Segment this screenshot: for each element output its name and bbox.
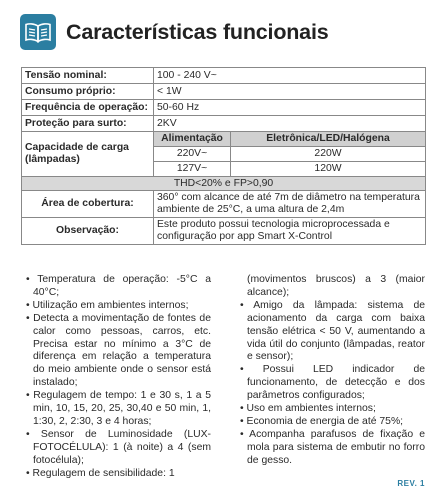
list-item: • Economia de energia de até 75%; [240, 415, 404, 427]
spec-value: 100 - 240 V~ [154, 68, 426, 84]
list-item: • Amigo da lâmpada: sistema de acionamento da carga com baixa tensão elétrica < 50 V, aumentando a vida útil do conjunto (lâmpadas, reator e sensor); [240, 299, 425, 363]
features-left-column [21, 274, 211, 481]
list-item: • Uso em ambientes internos; [240, 403, 376, 415]
list-item: • Acompanha parafusos de fixação e mola para sistema de embutir no forro de gesso. [240, 428, 425, 466]
list-item: • Utilização em ambientes internos; [26, 299, 189, 311]
thd-row [22, 177, 426, 191]
spec-label: Área de cobertura: [22, 191, 154, 218]
alimentacao-value: 220V~ [154, 147, 231, 162]
specs-table [21, 67, 426, 245]
spec-label: Proteção para surto: [22, 116, 154, 132]
spec-row-consumo [22, 84, 426, 100]
spec-row-tensao [22, 68, 426, 84]
spec-value: Este produto possui tecnologia microprocessada e configuração por app Smart X-Control [154, 218, 426, 245]
list-item: • Temperatura de operação: -5°C a 40°C; [26, 274, 211, 298]
section-header [20, 12, 328, 52]
spec-row-capacidade [22, 132, 426, 147]
spec-row-protecao [22, 116, 426, 132]
carga-value: 220W [231, 147, 426, 162]
spec-row-area [22, 191, 426, 218]
col-header-alimentacao: Alimentação [154, 132, 231, 147]
spec-value: 50-60 Hz [154, 100, 426, 116]
list-item: • Possui LED indicador de funcionamento, de detecção e dos parâmetros configurados; [240, 364, 425, 402]
revision-label: REV. 1 [397, 479, 425, 488]
spec-row-observacao [22, 218, 426, 245]
features-right-column [235, 274, 425, 468]
carga-value: 120W [231, 162, 426, 177]
list-item: • Regulagem de sensibilidade: 1 [26, 467, 175, 479]
spec-label: Consumo próprio: [22, 84, 154, 100]
spec-label: Tensão nominal: [22, 68, 154, 84]
spec-value: < 1W [154, 84, 426, 100]
list-item: • Detecta a movimentação de fontes de calor como pessoas, carros, etc. Precisa estar no mínimo a 3°C de diferença em relação a temperatura do meio ambiente onde o sensor está instalado; [26, 312, 211, 389]
spec-value: 360° com alcance de até 7m de diâmetro na temperatura ambiente de 25°C, a uma altura de 2,4m [154, 191, 426, 218]
col-header-carga: Eletrônica/LED/Halógena [231, 132, 426, 147]
open-book-icon [20, 14, 56, 50]
spec-value: 2KV [154, 116, 426, 132]
spec-label: Observação: [22, 218, 154, 245]
spec-row-frequencia [22, 100, 426, 116]
alimentacao-value: 127V~ [154, 162, 231, 177]
list-item: (movimentos bruscos) a 3 (maior alcance); [247, 274, 425, 298]
list-item: • Sensor de Luminosidade (LUX-FOTOCÉLULA): 1 (à noite) a 4 (sem fotocélula); [26, 428, 211, 466]
spec-label: Capacidade de carga (lâmpadas) [22, 132, 154, 177]
thd-note: THD<20% e FP>0,90 [22, 177, 426, 191]
list-item: • Regulagem de tempo: 1 e 30 s, 1 a 5 min, 10, 15, 20, 25, 30,40 e 50 min, 1, 1:30, 2, 2:30, 3 e 4 horas; [26, 390, 211, 427]
page-title: Características funcionais [66, 19, 329, 44]
spec-label: Frequência de operação: [22, 100, 154, 116]
